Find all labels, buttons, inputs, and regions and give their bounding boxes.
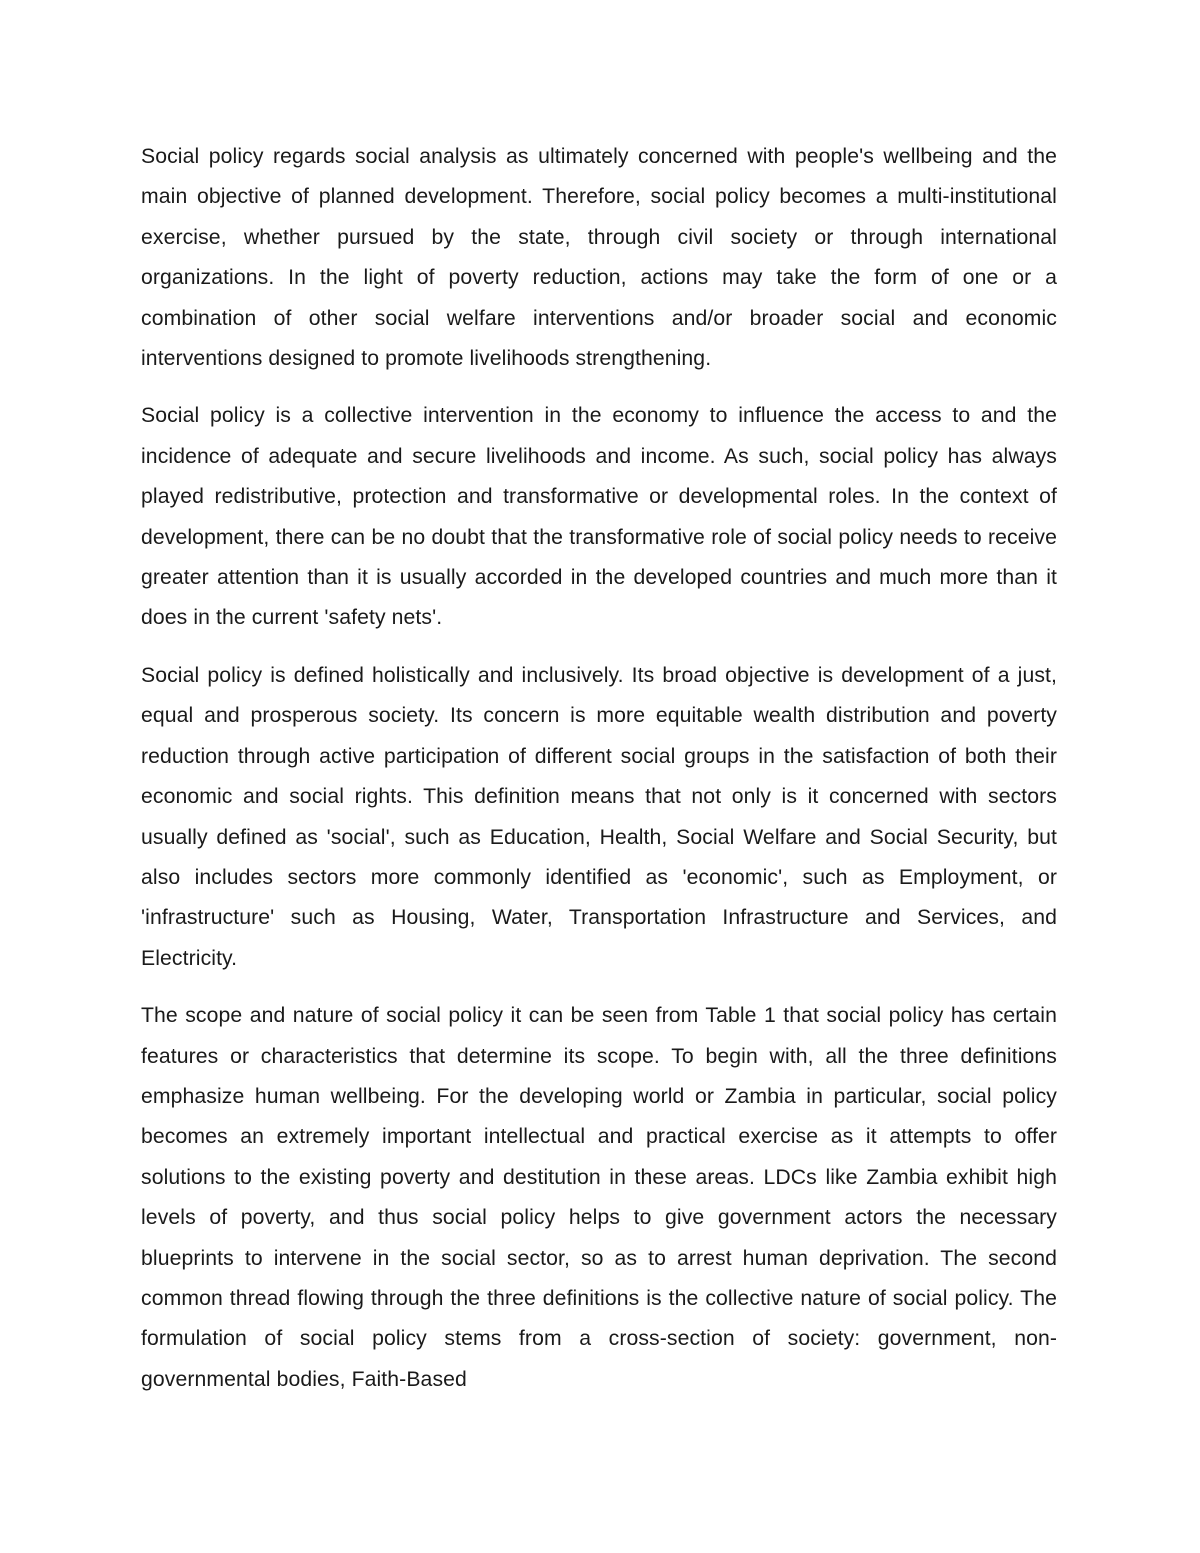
paragraph-3: Social policy is defined holistically and inclusively. Its broad objective is development of a just, equal and prosperous society. Its concern is more equitable wealth distribution and poverty reduction through active participation of different social groups in the satisfaction of both their economic and social rights. This definition means that not only is it concerned with sectors usually defined as 'social', such as Education, Health, Social Welfare and Social Security, but also includes sectors more commonly identified as 'economic', such as Employment, or 'infrastructure' such as Housing, Water, Transportation Infrastructure and Services, and Electricity.: [141, 663, 1057, 970]
document-page: [141, 137, 1057, 1417]
paragraph-2: Social policy is a collective intervention in the economy to influence the access to and the incidence of adequate and secure livelihoods and income. As such, social policy has always played redistributive, protection and transformative or developmental roles. In the context of development, there can be no doubt that the transformative role of social policy needs to receive greater attention than it is usually accorded in the developed countries and much more than it does in the current 'safety nets'.: [141, 404, 1057, 630]
paragraph-4: The scope and nature of social policy it can be seen from Table 1 that social policy has certain features or characteristics that determine its scope. To begin with, all the three definitions emphasize human wellbeing. For the developing world or Zambia in particular, social policy becomes an extremely important intellectual and practical exercise as it attempts to offer solutions to the existing poverty and destitution in these areas. LDCs like Zambia exhibit high levels of poverty, and thus social policy helps to give government actors the necessary blueprints to intervene in the social sector, so as to arrest human deprivation. The second common thread flowing through the three definitions is the collective nature of social policy. The formulation of social policy stems from a cross-section of society: government, non-governmental bodies, Faith-Based: [141, 1004, 1057, 1391]
paragraph-1: Social policy regards social analysis as ultimately concerned with people's wellbeing and the main objective of planned development. Therefore, social policy becomes a multi-institutional exercise, whether pursued by the state, through civil society or through international organizations. In the light of poverty reduction, actions may take the form of one or a combination of other social welfare interventions and/or broader social and economic interventions designed to promote livelihoods strengthening.: [141, 145, 1057, 371]
